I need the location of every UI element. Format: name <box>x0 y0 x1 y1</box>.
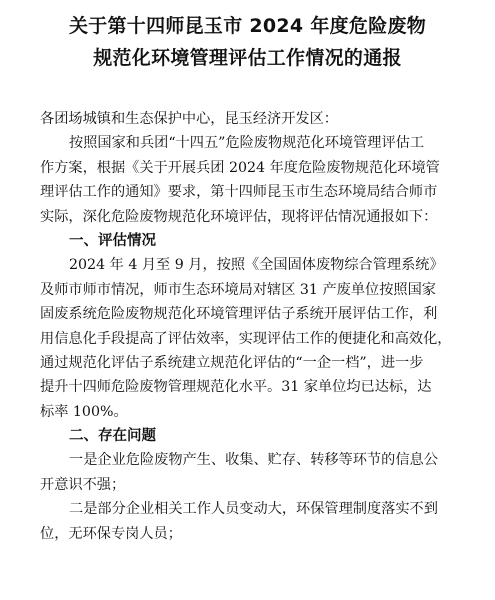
section-1-paragraph <box>40 253 465 424</box>
section-1-line-1: 2024 年 4 月至 9 月，按照《全国固体废物综合管理系统》 <box>69 257 444 274</box>
section-1-line-4: 用信息化手段提高了评估效率，实现评估工作的便捷化和高效化， <box>40 330 452 347</box>
document-title <box>0 10 495 74</box>
section-1-line-2: 及师市师市情况，师市生态环境局对辖区 31 产废单位按照国家 <box>40 281 436 298</box>
section-1-heading: 一、评估情况 <box>69 232 156 249</box>
intro-line-3: 理评估工作的通知》要求，第十四师昆玉市生态环境局结合师市 <box>40 184 438 201</box>
document-body <box>40 107 465 546</box>
section-2-item-2-line-1: 二是部分企业相关工作人员变动大，环保管理制度落实不到 <box>69 501 438 518</box>
intro-paragraph <box>40 131 465 229</box>
title-line-1: 关于第十四师昆玉市 2024 年度危险废物 <box>68 15 427 37</box>
section-2-item-1-line-2: 开意识不强； <box>40 476 126 493</box>
section-2-item-1 <box>40 448 465 497</box>
intro-line-4: 实际，深化危险废物规范化环境评估，现将评估情况通报如下： <box>40 208 438 225</box>
section-2-item-2-line-2: 位，无环保专岗人员； <box>40 525 182 542</box>
section-2-item-2 <box>40 497 465 546</box>
title-line-2: 规范化环境管理评估工作情况的通报 <box>93 47 402 69</box>
section-1-line-7: 标率 100%。 <box>40 403 128 420</box>
intro-line-1: 按照国家和兵团“十四五”危险废物规范化环境管理评估工 <box>69 135 425 152</box>
section-1-line-6: 提升十四师危险废物管理规范化水平。31 家单位均已达标，达 <box>40 379 432 396</box>
section-1-line-5: 通过规范化评估子系统建立规范化评估的“一企一档”，进一步 <box>40 354 424 371</box>
section-2-item-1-line-1: 一是企业危险废物产生、收集、贮存、转移等环节的信息公 <box>69 452 438 469</box>
section-2-heading: 二、存在问题 <box>69 428 156 445</box>
addressee: 各团场城镇和生态保护中心，昆玉经济开发区： <box>40 111 338 127</box>
section-1-line-3: 固废系统危险废物规范化环境管理评估子系统开展评估工作，利 <box>40 306 438 323</box>
intro-line-2: 作方案，根据《关于开展兵团 2024 年度危险废物规范化环境管 <box>40 159 440 176</box>
